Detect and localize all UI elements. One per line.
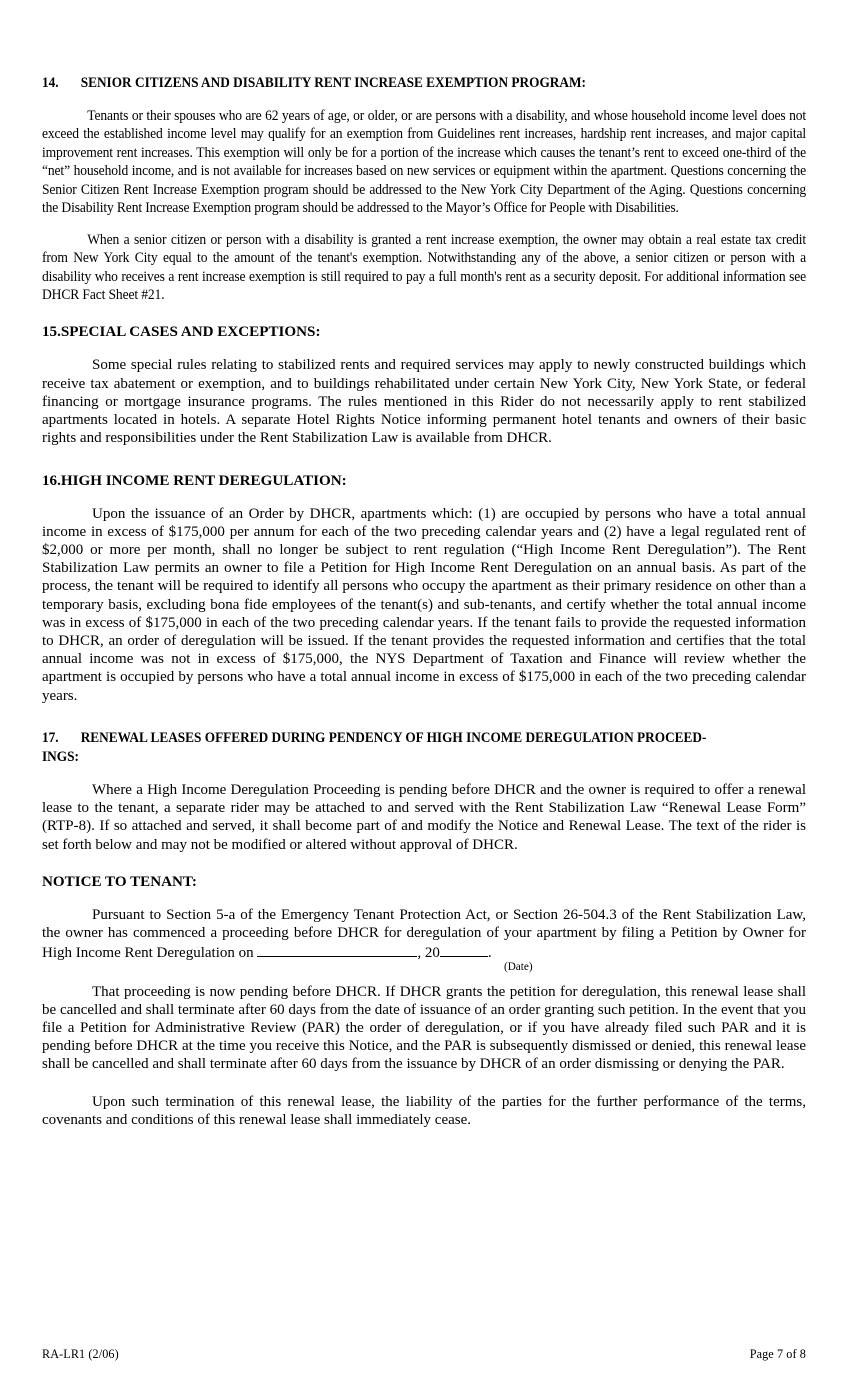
section-16-paragraph-1: Upon the issuance of an Order by DHCR, apartments which: (1) are occupied by persons who have a total annual income in excess of $175,000 per annum for each of the two preceding calendar years and (2) have a legal regulated rent of $2,000 or more per month, shall no longer be subject to rent regulation (“High Income Rent Deregulation”). The Rent Stabilization Law permits an owner to file a Petition for High Income Rent Deregulation on an annual basis. As part of the process, the tenant will be required to identify all persons who occupy the apartment as their primary residence on other than a temporary basis, excluding bona fide employees of the tenant(s) and sub-tenants, and certify whether the total annual income was in excess of $175,000 in each of the two preceding calendar years. If the tenant fails to provide the requested information to DHCR, an order of deregulation will be issued. If the tenant provides the requested information and certifies that the total annual income was not in excess of $175,000, the NYS Department of Taxation and Finance will review whether the apartment is occupied by persons who have a total annual income in excess of $175,000 in each of the two preceding calendar years. xyxy=(42,505,806,704)
section-15-title: SPECIAL CASES AND EXCEPTIONS: xyxy=(60,324,321,341)
section-17-paragraph-1: Where a High Income Deregulation Proceeding is pending before DHCR and the owner is required to offer a renewal lease to the tenant, a separate rider may be attached to and served with the Rent Stabilization Law “Renewal Lease Form” (RTP-8). If so attached and served, it shall become part of and modify the Notice and Renewal Lease. The text of the rider is set forth below and may not be modified or altered without approval of DHCR. xyxy=(42,781,806,853)
footer-page-number: Page 7 of 8 xyxy=(749,1347,806,1361)
spacer xyxy=(42,767,806,781)
notice-paragraph-3: Upon such termination of this renewal lease, the liability of the parties for the further performance of the terms, covenants and conditions of this renewal lease shall immediately cease. xyxy=(42,1093,806,1128)
section-14-title: SENIOR CITIZENS AND DISABILITY RENT INCREASE EXEMPTION PROGRAM: xyxy=(80,75,586,91)
notice-year-separator: , 20 xyxy=(417,945,440,962)
spacer xyxy=(42,304,806,323)
section-17-title-line-2: INGS: xyxy=(42,748,79,765)
page-footer xyxy=(42,1347,806,1362)
section-14-paragraph-1: Tenants or their spouses who are 62 years of age, or older, or are persons with a disability, and whose household income level does not exceed the established income level may qualify for an exemption from Guidelines rent increases, hardship rent increases, and major capital improvement rent increases. This exemption will only be for a portion of the increase which causes the tenant’s rent to exceed one-third of the “net” household income, and is not available for increases based on new services or equipment within the apartment. Questions concerning the Senior Citizen Rent Increase Exemption program should be addressed to the New York City Department of the Aging. Questions concerning the Disability Rent Increase Exemption program should be addressed to the Mayor’s Office for People with Disabilities. xyxy=(42,108,807,217)
spacer xyxy=(42,218,806,231)
footer-form-code: RA-LR1 (2/06) xyxy=(42,1347,119,1361)
spacer xyxy=(42,491,806,505)
spacer xyxy=(42,892,806,906)
section-17-title-line-1: RENEWAL LEASES OFFERED DURING PENDENCY OF HIGH INCOME DEREGULATION PROCEED- xyxy=(80,729,707,746)
year-blank-field[interactable] xyxy=(440,942,488,957)
date-blank-field[interactable] xyxy=(257,942,417,957)
spacer xyxy=(42,974,806,983)
spacer xyxy=(42,705,806,729)
section-14-body xyxy=(42,107,806,304)
section-17-number: 17. xyxy=(42,729,59,746)
section-14-paragraph-2: When a senior citizen or person with a disability is granted a rent increase exemption, the owner may obtain a real estate tax credit from New York City equal to the amount of the tenant's exemption. Notwithstanding any of the above, a senior citizen or person with a disability who receives a rent increase exemption is still required to pay a full month's rent as a security deposit. For additional information see DHCR Fact Sheet #21. xyxy=(42,231,807,303)
section-15-paragraph-1: Some special rules relating to stabilized rents and required services may apply to newly constructed buildings which receive tax abatement or exemption, and to buildings rehabilitated under certain New York City, New York State, or federal financing or mortgage insurance programs. The rules mentioned in this Rider do not necessarily apply to rent stabilized apartments located in hotels. A separate Hotel Rights Notice informing permanent hotel tenants and owners of their basic rights and responsibilities under the Rent Stabilization Law is available from DHCR. xyxy=(42,357,806,447)
document-body xyxy=(42,74,806,1129)
section-16-heading xyxy=(42,472,806,491)
spacer xyxy=(42,93,806,107)
spacer xyxy=(42,854,806,873)
spacer xyxy=(42,448,806,472)
notice-paragraph-2: That proceeding is now pending before DHCR. If DHCR grants the petition for deregulation, this renewal lease shall be cancelled and shall terminate after 60 days from the date of issuance of an order granting such petition. In the event that you file a Petition for Administrative Review (PAR) the order of deregulation, or if you have already filed such PAR and it is pending before DHCR at the time you receive this Notice, and the PAR is subsequently dismissed or denied, this renewal lease shall be cancelled and shall terminate after 60 days from the issuance by DHCR of an order dismissing or denying the PAR. xyxy=(42,983,806,1073)
notice-paragraph-1-text: Pursuant to Section 5-a of the Emergency Tenant Protection Act, or Section 26-504.3 of the Rent Stabilization Law, the owner has commenced a proceeding before DHCR for deregulation of your apartment by filing a Petition by Owner for High Income Rent Deregulation on xyxy=(42,906,806,962)
notice-to-tenant-heading: NOTICE TO TENANT: xyxy=(42,873,197,890)
section-14-heading xyxy=(42,74,806,93)
section-14-number: 14. xyxy=(42,75,59,91)
date-blank-caption: (Date) xyxy=(504,961,533,974)
section-17-heading xyxy=(42,729,806,767)
section-15-number: 15. xyxy=(42,324,61,341)
spacer xyxy=(42,1074,806,1093)
notice-paragraph-1 xyxy=(42,906,806,962)
spacer xyxy=(42,342,806,356)
notice-terminator: . xyxy=(487,945,492,962)
section-15-heading xyxy=(42,323,806,342)
section-16-number: 16. xyxy=(42,472,61,489)
section-16-title: HIGH INCOME RENT DEREGULATION: xyxy=(60,472,347,489)
